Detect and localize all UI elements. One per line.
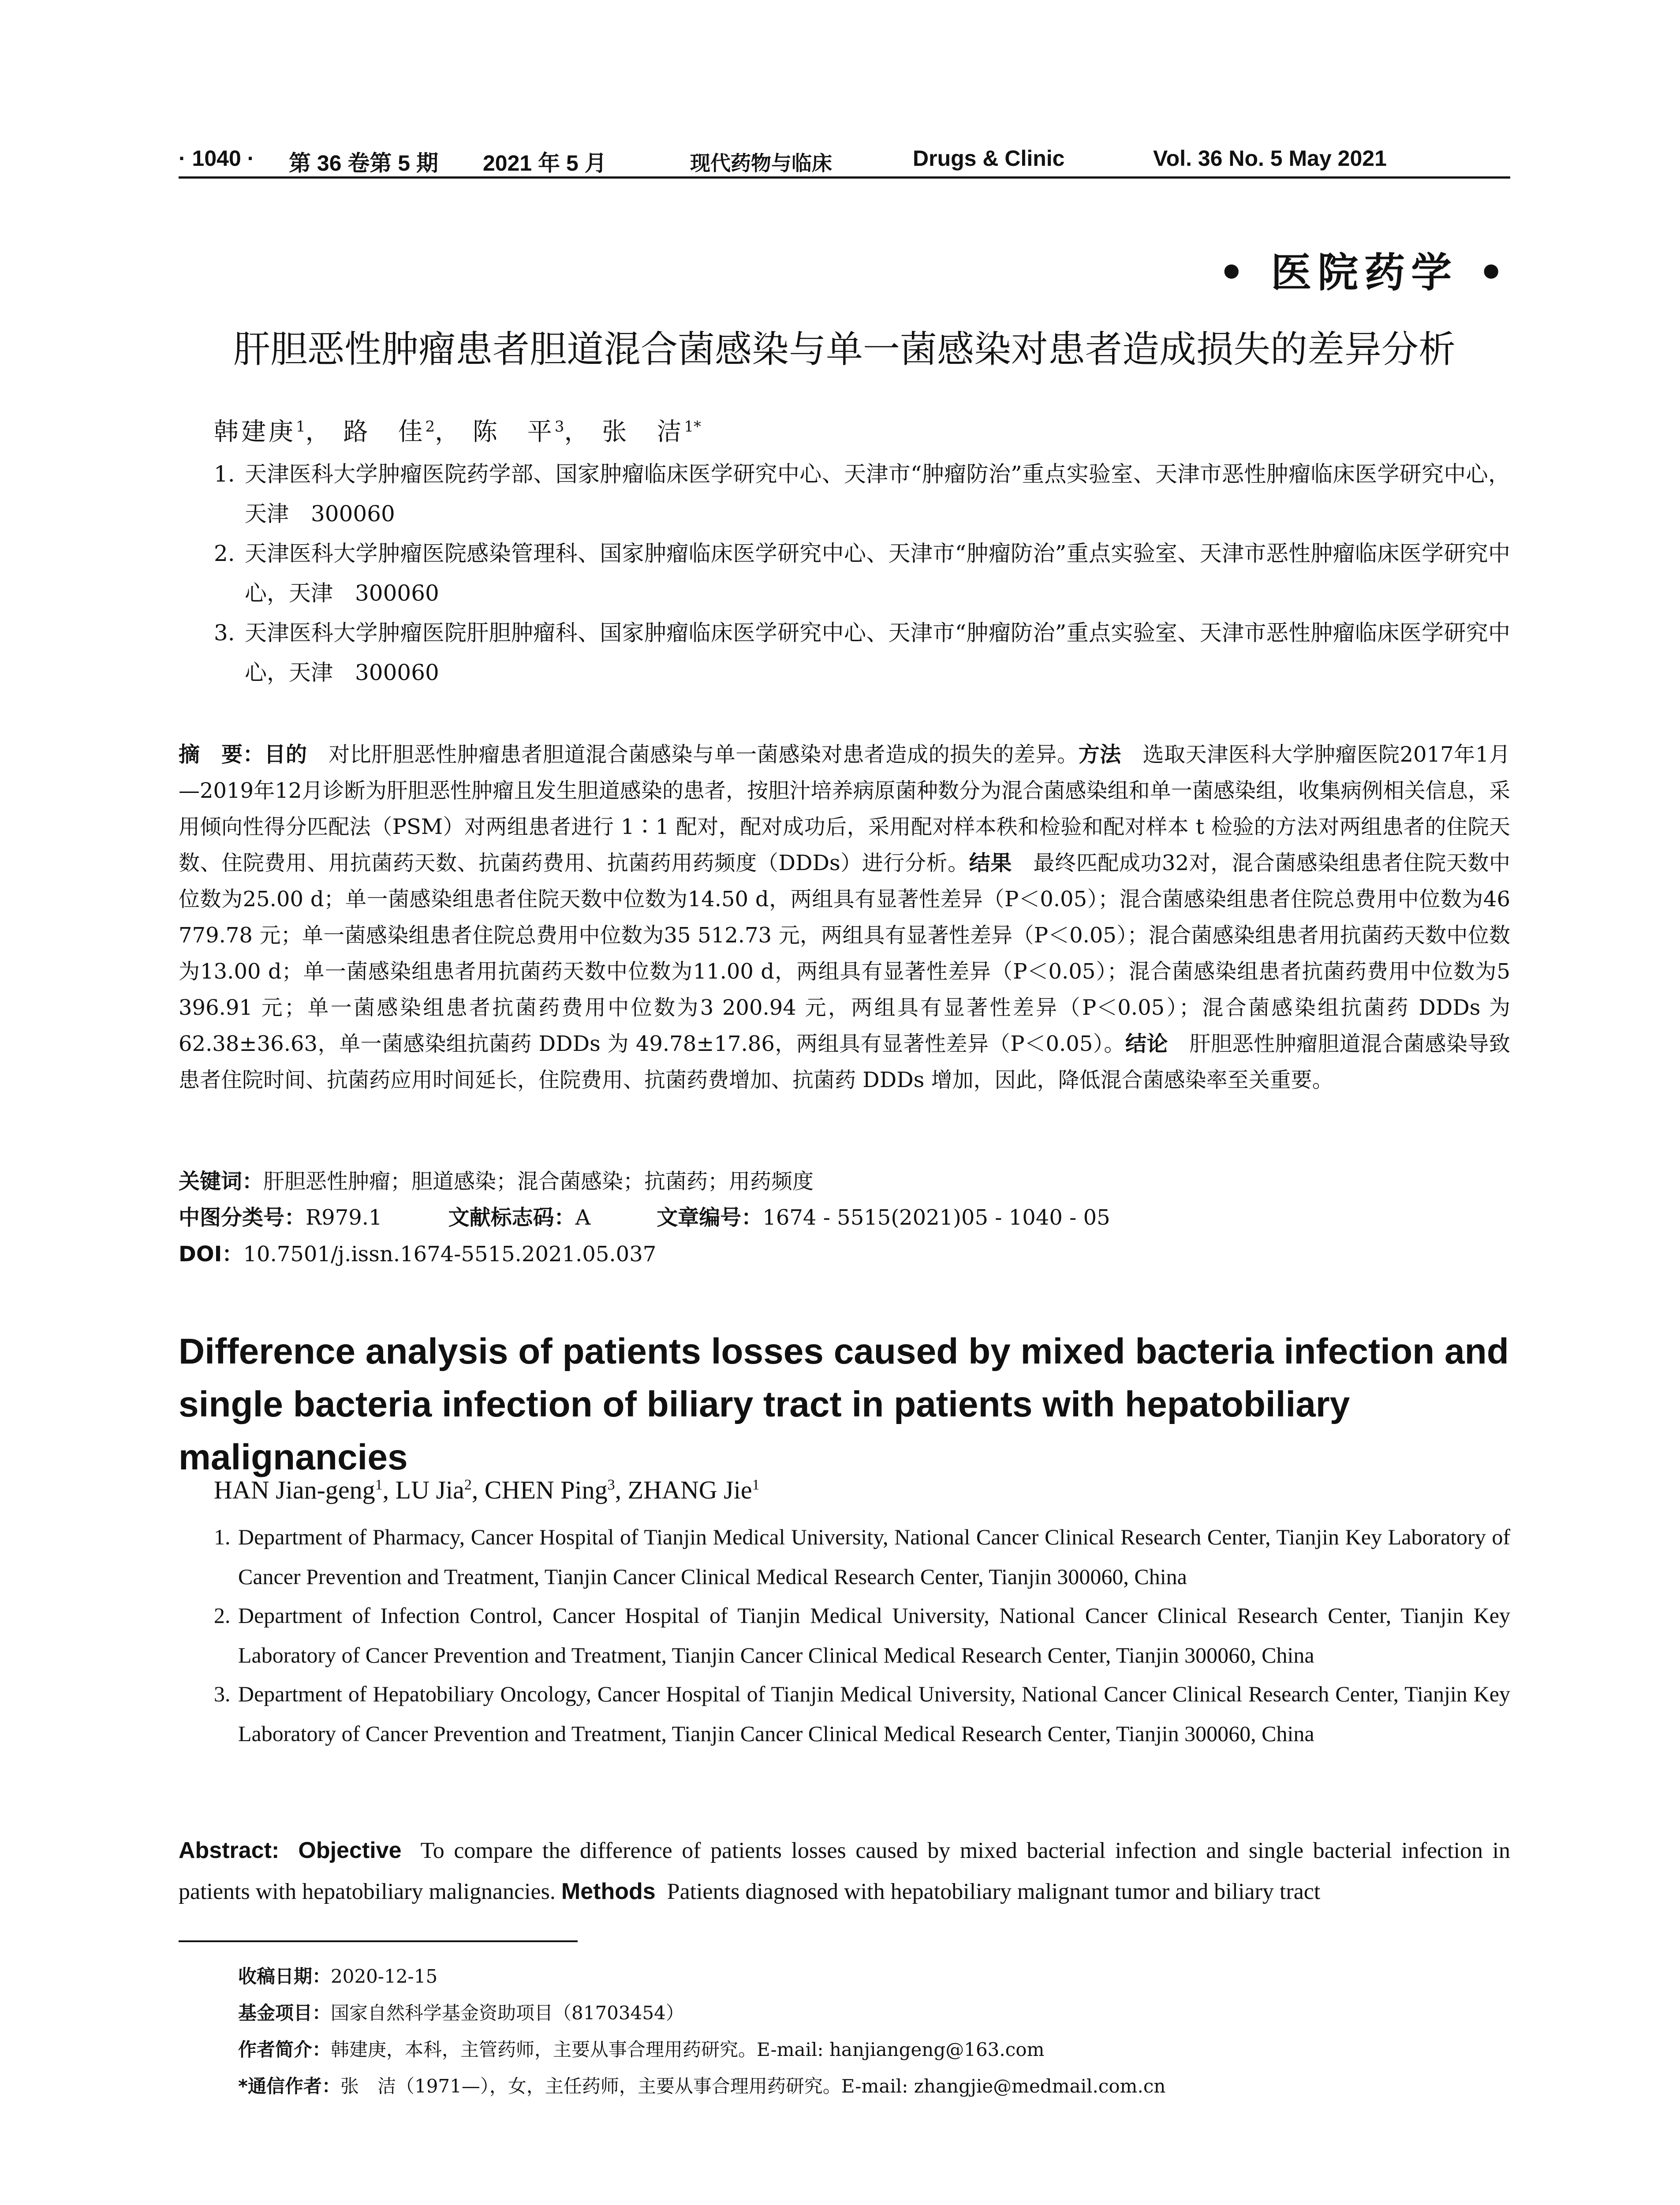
affiliation-number: 1. — [214, 1525, 231, 1549]
article-number-value: 1674 - 5515(2021)05 - 1040 - 05 — [762, 1205, 1110, 1230]
author-name: 韩建庚 — [214, 418, 296, 446]
affiliation-cn — [214, 454, 1510, 534]
footnote-text: 张 洁（1971—），女，主任药师，主要从事合理用药研究。E-mail: zhangjie@medmail.com.cn — [340, 2075, 1166, 2097]
header-rule — [179, 176, 1510, 179]
footnote-text: 韩建庚，本科，主管药师，主要从事合理用药研究。E-mail: hanjiangeng@163.com — [331, 2039, 1045, 2060]
footnote-rule — [179, 1940, 578, 1942]
footnote-label: 作者简介： — [238, 2039, 331, 2060]
affiliation-en — [214, 1596, 1510, 1675]
abstract-label: 摘 要： — [179, 742, 265, 767]
article-number-label: 文章编号： — [657, 1205, 763, 1230]
author-affil-sup: 1* — [684, 418, 701, 436]
objective-label: 目的 — [264, 742, 307, 767]
footnote-funding — [238, 1995, 1508, 2031]
footnote-corresponding — [238, 2068, 1508, 2104]
volume-issue-cn: 第 36 卷第 5 期 — [289, 151, 438, 176]
author-affil-sup: 3 — [607, 1476, 615, 1493]
conclusion-text: 肝胆恶性肿瘤胆道混合菌感染导致患者住院时间、抗菌药应用时间延长，住院费用、抗菌药费增加、抗菌药 DDDs 增加，因此，降低混合菌感染率至关重要。 — [179, 1031, 1510, 1092]
keywords-label: 关键词： — [179, 1169, 264, 1194]
footnote-label: 收稿日期： — [238, 1966, 331, 1987]
affiliation-text: Department of Infection Control, Cancer Hospital of Tianjin Medical University, National Cancer Clinical Research Center, Tianjin Key Laboratory of Cancer Prevention and Treatment, Tianjin Cancer Clinical Medical Research Center, Tianjin 300060, China — [238, 1603, 1510, 1667]
author-name: LU Jia — [395, 1476, 464, 1504]
author-name: 陈 平 — [472, 418, 555, 446]
page-number: · 1040 · — [179, 146, 255, 171]
affiliation-cn — [214, 613, 1510, 692]
conclusion-label: 结论 — [1125, 1031, 1169, 1056]
methods-label: 方法 — [1078, 742, 1121, 767]
methods-text: 选取天津医科大学肿瘤医院2017年1月—2019年12月诊断为肝胆恶性肿瘤且发生胆道感染的患者，按胆汁培养病原菌种数分为混合菌感染组和单一菌感染组，收集病例相关信息，采用倾向性得分匹配法（PSM）对两组患者进行 1∶1 配对，配对成功后，采用配对样本秩和检验和配对样本 t 检验的方法对两组患者的住院天数、住院费用、用抗菌药天数、抗菌药费用、抗菌药用药频度（DDDs）进行分析。 — [179, 742, 1510, 875]
authors-cn: 韩建庚$^1$， 路 佳$^2$， 陈 平$^3$， 张 洁$^{1*}$ — [214, 418, 701, 446]
doc-code-label: 文献标志码： — [448, 1205, 575, 1230]
results-text: 最终匹配成功32对，混合菌感染组患者住院天数中位数为25.00 d；单一菌感染组患者住院天数中位数为14.50 d，两组具有显著性差异（P＜0.05）；混合菌感染组患者住院总费用中位数为46 779.78 元；单一菌感染组患者住院总费用中位数为35 512.73 元，两组具有显著性差异（P＜0.05）；混合菌感染组患者用抗菌药天数中位数为13.00 d；单一菌感染组患者用抗菌药天数中位数为11.00 d，两组具有显著性差异（P＜0.05）；混合菌感染组患者抗菌药费用中位数为5 396.91 元；单一菌感染组患者抗菌药费用中位数为3 200.94 元，两组具有显著性差异（P＜0.05）；混合菌感染组抗菌药 DDDs 为 62.38±36.63，单一菌感染组抗菌药 DDDs 为 49.78±17.86，两组具有显著性差异（P＜0.05）。 — [179, 851, 1510, 1056]
keywords-text: 肝胆恶性肿瘤；胆道感染；混合菌感染；抗菌药；用药频度 — [263, 1169, 814, 1194]
objective-label: Objective — [298, 1838, 402, 1863]
classification-line — [179, 1200, 1110, 1231]
doc-code-value: A — [575, 1205, 591, 1230]
footnote-label: 基金项目： — [238, 2002, 331, 2024]
footnote-text: 2020-12-15 — [331, 1966, 438, 1987]
affiliation-text: 天津医科大学肿瘤医院药学部、国家肿瘤临床医学研究中心、天津市“肿瘤防治”重点实验室、天津市恶性肿瘤临床医学研究中心，天津 300060 — [245, 461, 1510, 527]
objective-text: 对比肝胆恶性肿瘤患者胆道混合菌感染与单一菌感染对患者造成的损失的差异。 — [329, 742, 1079, 767]
journal-name-cn: 现代药物与临床 — [690, 151, 832, 175]
abstract-cn — [179, 736, 1510, 1098]
affiliation-number: 1. — [214, 461, 235, 487]
affiliation-number: 3. — [214, 1682, 231, 1706]
footnote-author-bio — [238, 2031, 1508, 2068]
footnotes — [238, 1958, 1508, 2104]
affiliation-number: 2. — [214, 1603, 231, 1628]
author-affil-sup: 1 — [296, 418, 306, 436]
affiliation-text: 天津医科大学肿瘤医院肝胆肿瘤科、国家肿瘤临床医学研究中心、天津市“肿瘤防治”重点实验室、天津市恶性肿瘤临床医学研究中心，天津 300060 — [245, 620, 1510, 685]
title-cn: 肝胆恶性肿瘤患者胆道混合菌感染与单一菌感染对患者造成损失的差异分析 — [233, 328, 1456, 371]
clc-label: 中图分类号： — [179, 1205, 306, 1230]
affiliation-number: 3. — [214, 620, 235, 646]
objective-text: To compare the difference of patients losses caused by mixed bacterial infection and single bacterial infection in patients with hepatobiliary malignancies. — [179, 1838, 1511, 1904]
author-name: CHEN Ping — [484, 1476, 608, 1504]
affiliation-en — [214, 1674, 1510, 1753]
affiliation-cn — [214, 534, 1510, 613]
affiliation-number: 2. — [214, 541, 235, 566]
affiliation-text: 天津医科大学肿瘤医院感染管理科、国家肿瘤临床医学研究中心、天津市“肿瘤防治”重点实验室、天津市恶性肿瘤临床医学研究中心，天津 300060 — [245, 541, 1510, 606]
author-affil-sup: 1 — [752, 1476, 760, 1493]
author-name: 路 佳 — [343, 418, 426, 446]
abstract-en — [179, 1830, 1510, 1912]
doi-value: 10.7501/j.issn.1674-5515.2021.05.037 — [243, 1242, 657, 1267]
author-name: HAN Jian-geng — [214, 1476, 375, 1504]
doi-label: DOI： — [179, 1242, 243, 1267]
abstract-label: Abstract: — [179, 1838, 280, 1863]
section-tag: • 医院药学 • — [1218, 249, 1510, 296]
footnote-received — [238, 1958, 1508, 1995]
author-affil-sup: 2 — [464, 1476, 472, 1493]
methods-text: Patients diagnosed with hepatobiliary malignant tumor and biliary tract — [667, 1879, 1321, 1904]
clc-value: R979.1 — [306, 1205, 382, 1230]
footnote-label: *通信作者： — [238, 2075, 340, 2097]
date-cn: 2021 年 5 月 — [483, 151, 607, 176]
author-affil-sup: 3 — [554, 418, 564, 436]
author-affil-sup: 1 — [375, 1476, 383, 1493]
journal-name-en: Drugs & Clinic — [913, 146, 1065, 171]
authors-en: HAN Jian-geng$^1$, LU Jia$^2$, CHEN Ping$^3$, ZHANG Jie$^1$ — [214, 1476, 760, 1504]
keywords — [179, 1164, 814, 1195]
results-label: 结果 — [969, 851, 1012, 875]
affiliation-en — [214, 1517, 1510, 1596]
title-en: Difference analysis of patients losses caused by mixed bacteria infection and single bacteria infection of biliary tract in patients with hepatobiliary malignancies — [179, 1331, 1509, 1477]
author-name: 张 洁 — [602, 418, 684, 446]
running-header — [179, 140, 1510, 180]
methods-label: Methods — [561, 1879, 656, 1904]
doi-line — [179, 1237, 656, 1267]
affiliation-text: Department of Hepatobiliary Oncology, Cancer Hospital of Tianjin Medical University, National Cancer Clinical Research Center, Tianjin Key Laboratory of Cancer Prevention and Treatment, Tianjin Cancer Clinical Medical Research Center, Tianjin 300060, China — [238, 1682, 1510, 1746]
footnote-text: 国家自然科学基金资助项目（81703454） — [331, 2002, 684, 2024]
author-name: ZHANG Jie — [627, 1476, 752, 1504]
volume-issue-en: Vol. 36 No. 5 May 2021 — [1153, 146, 1387, 171]
affiliation-text: Department of Pharmacy, Cancer Hospital of Tianjin Medical University, National Cancer Clinical Research Center, Tianjin Key Laboratory of Cancer Prevention and Treatment, Tianjin Cancer Clinical Medical Research Center, Tianjin 300060, China — [238, 1525, 1510, 1589]
author-affil-sup: 2 — [425, 418, 435, 436]
